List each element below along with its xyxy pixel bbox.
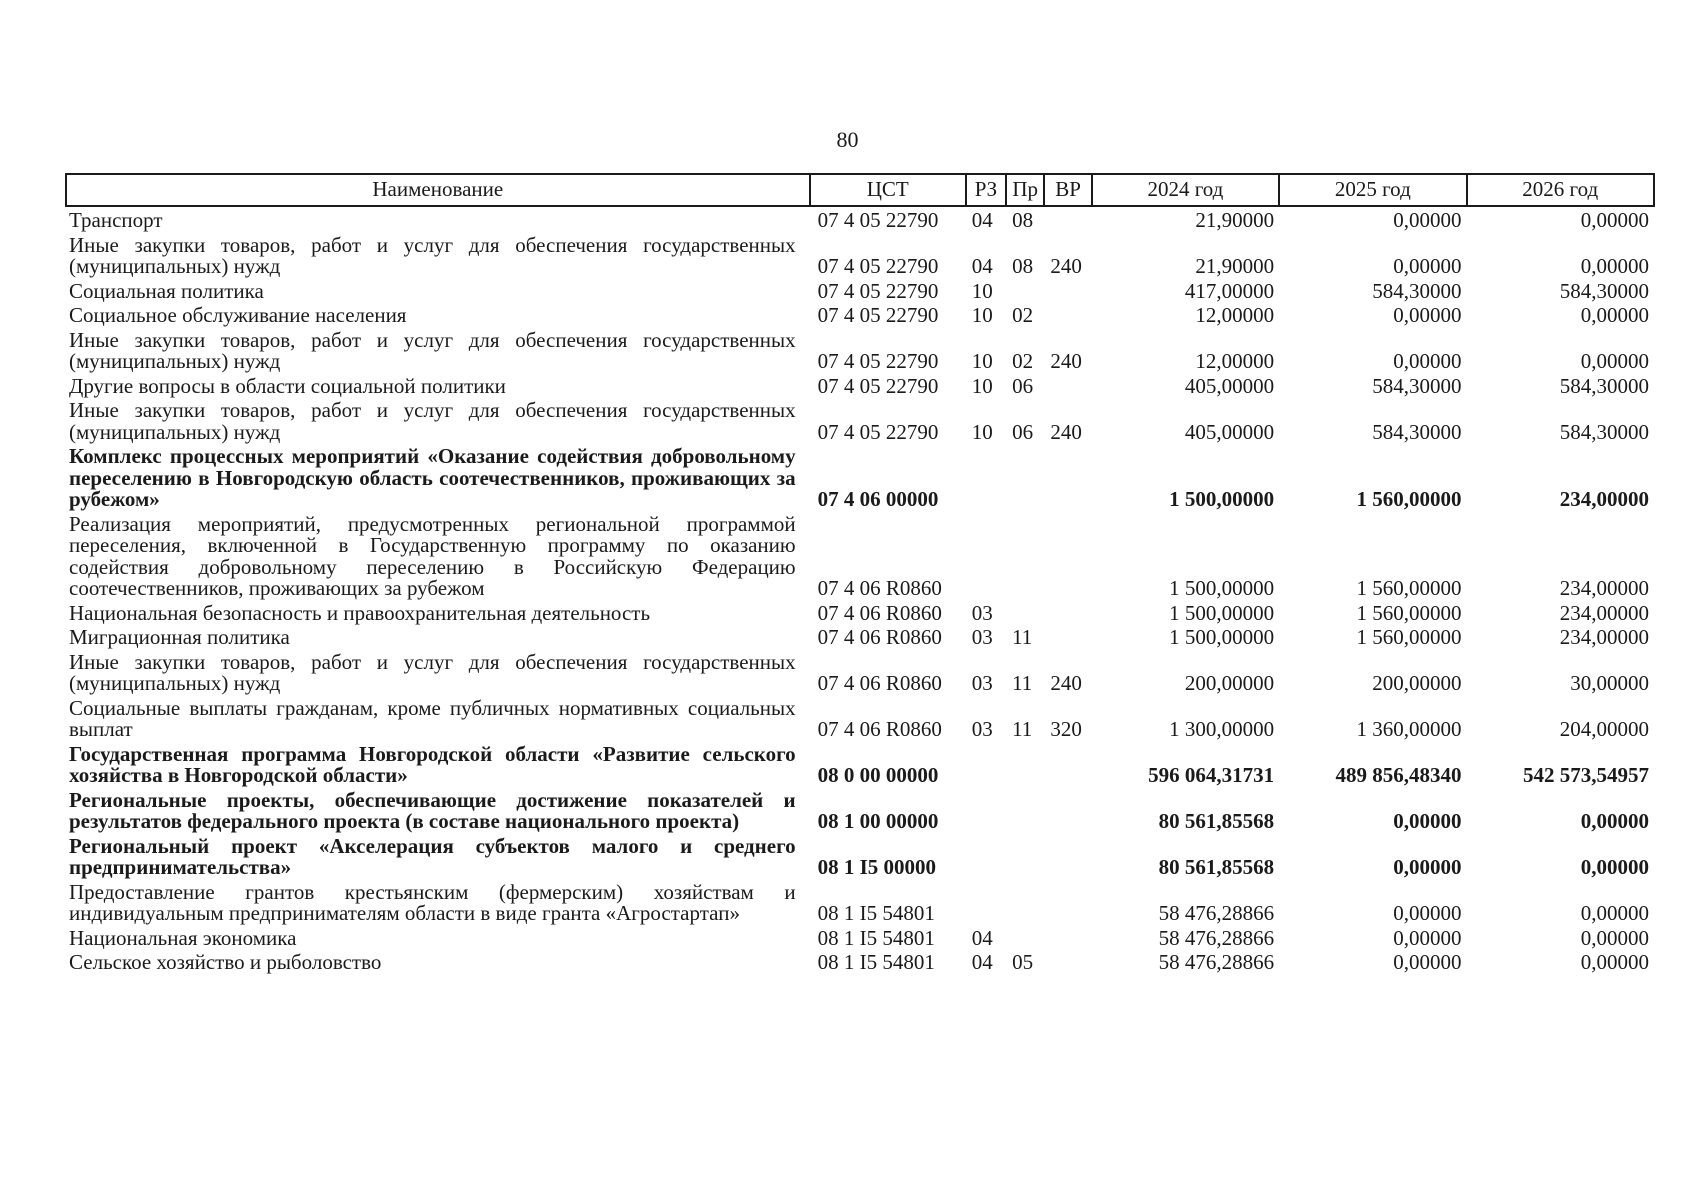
table-row (66, 925, 1654, 950)
header-vr: ВР (1044, 174, 1091, 206)
row-rz: 04 (971, 925, 993, 950)
row-vr (1044, 600, 1091, 625)
row-pr (1006, 787, 1044, 833)
row-vr (1044, 206, 1091, 232)
row-code: 08 0 00 00000 (817, 763, 939, 787)
row-value-2025: 0,00000 (1393, 855, 1462, 879)
row-pr: 06 (1012, 419, 1034, 444)
row-name: Иные закупки товаров, работ и услуг для обеспечения государственных (муниципальных) нужд (69, 327, 796, 373)
row-value-2024: 596 064,31731 (1148, 763, 1275, 787)
table-row (66, 232, 1654, 278)
table-row (66, 373, 1654, 398)
row-value-2026: 0,00000 (1580, 855, 1649, 879)
row-vr (1044, 879, 1091, 925)
row-value-2025: 0,00000 (1393, 925, 1462, 950)
row-value-2026: 0,00000 (1580, 208, 1649, 232)
table-row (66, 397, 1654, 443)
header-rz: РЗ (966, 174, 1006, 206)
row-pr: 02 (1012, 303, 1034, 327)
row-vr (1044, 302, 1091, 327)
row-value-2025: 0,00000 (1393, 208, 1462, 232)
row-pr: 05 (1012, 950, 1034, 974)
row-value-2025: 200,00000 (1372, 671, 1462, 695)
row-value-2024: 80 561,85568 (1158, 809, 1275, 833)
row-name: Реализация мероприятий, предусмотренных региональной программой переселения, включенной в Государственную программу по оказанию содействия добровольному переселению в Российскую Федерацию соотечественников, проживающих за рубежом (69, 511, 796, 600)
row-code: 07 4 05 22790 (817, 373, 939, 398)
row-pr: 06 (1012, 373, 1034, 398)
header-2025: 2025 год (1279, 174, 1466, 206)
row-name: Иные закупки товаров, работ и услуг для обеспечения государственных (муниципальных) нужд (69, 232, 796, 278)
table-row (66, 443, 1654, 511)
row-value-2025: 1 360,00000 (1356, 717, 1462, 741)
row-code: 07 4 05 22790 (817, 419, 939, 444)
row-name: Иные закупки товаров, работ и услуг для обеспечения государственных (муниципальных) нужд (69, 398, 796, 444)
row-value-2024: 21,90000 (1195, 208, 1275, 232)
row-vr (1044, 373, 1091, 398)
row-value-2024: 1 500,00000 (1169, 600, 1275, 625)
header-2026: 2026 год (1467, 174, 1654, 206)
header-pr: Пр (1006, 174, 1044, 206)
row-name: Социальное обслуживание населения (69, 303, 407, 327)
row-code: 07 4 06 R0860 (817, 600, 942, 625)
row-value-2026: 0,00000 (1580, 254, 1649, 278)
row-value-2024: 405,00000 (1184, 419, 1275, 444)
table-row (66, 787, 1654, 833)
table-row (66, 833, 1654, 879)
row-pr (1006, 600, 1044, 625)
row-rz: 10 (971, 373, 993, 398)
row-pr (1006, 833, 1044, 879)
row-value-2026: 0,00000 (1580, 303, 1649, 327)
table-row (66, 600, 1654, 625)
row-name: Национальная экономика (69, 925, 297, 950)
row-value-2026: 0,00000 (1580, 950, 1649, 974)
row-value-2024: 405,00000 (1184, 373, 1275, 398)
row-code: 07 4 05 22790 (817, 208, 939, 232)
row-rz: 10 (971, 303, 993, 327)
row-value-2024: 80 561,85568 (1158, 855, 1275, 879)
row-rz (966, 741, 1006, 787)
row-vr (1044, 925, 1091, 950)
table-row (66, 327, 1654, 373)
table-row (66, 206, 1654, 232)
row-name: Предоставление грантов крестьянским (фермерским) хозяйствам и индивидуальным предпринимателям области в виде гранта «Агростартап» (69, 879, 796, 925)
row-pr (1006, 741, 1044, 787)
row-value-2024: 58 476,28866 (1158, 901, 1275, 925)
row-pr (1006, 278, 1044, 303)
row-value-2026: 234,00000 (1559, 487, 1649, 511)
row-vr (1044, 787, 1091, 833)
row-rz: 10 (971, 278, 993, 303)
row-pr (1006, 925, 1044, 950)
header-2024: 2024 год (1092, 174, 1279, 206)
row-code: 08 1 I5 54801 (817, 950, 935, 974)
row-rz: 10 (971, 349, 993, 373)
row-rz: 03 (971, 717, 993, 741)
row-rz (966, 879, 1006, 925)
row-value-2026: 234,00000 (1559, 600, 1649, 625)
row-rz (966, 833, 1006, 879)
row-code: 07 4 05 22790 (817, 349, 939, 373)
row-name: Социальная политика (69, 278, 264, 303)
row-value-2024: 58 476,28866 (1158, 925, 1275, 950)
row-rz (966, 443, 1006, 511)
row-name: Комплекс процессных мероприятий «Оказание содействия добровольному переселению в Новгородскую область соотечественников, проживающих за рубежом» (69, 444, 796, 511)
row-pr: 08 (1012, 254, 1034, 278)
row-value-2025: 489 856,48340 (1335, 763, 1462, 787)
row-code: 07 4 06 R0860 (817, 717, 942, 741)
row-value-2024: 1 300,00000 (1169, 717, 1275, 741)
row-value-2026: 0,00000 (1580, 809, 1649, 833)
row-name: Региональные проекты, обеспечивающие достижение показателей и результатов федерального проекта (в составе национального проекта) (69, 787, 796, 833)
table-row (66, 624, 1654, 649)
row-code: 07 4 05 22790 (817, 278, 939, 303)
row-pr: 11 (1012, 717, 1033, 741)
row-vr: 240 (1050, 419, 1082, 444)
row-value-2026: 584,30000 (1559, 373, 1649, 398)
row-rz (966, 511, 1006, 600)
row-name: Региональный проект «Акселерация субъектов малого и среднего предпринимательства» (69, 833, 796, 879)
row-rz: 04 (971, 208, 993, 232)
header-name: Наименование (66, 174, 810, 206)
table-row (66, 302, 1654, 327)
row-rz: 03 (971, 600, 993, 625)
row-value-2026: 234,00000 (1559, 625, 1649, 649)
table-row (66, 695, 1654, 741)
table-row (66, 949, 1654, 974)
header-row (66, 174, 1654, 206)
row-code: 07 4 05 22790 (817, 254, 939, 278)
row-value-2025: 0,00000 (1393, 950, 1462, 974)
row-name: Иные закупки товаров, работ и услуг для обеспечения государственных (муниципальных) нужд (69, 649, 796, 695)
row-pr (1006, 511, 1044, 600)
row-value-2024: 1 500,00000 (1169, 576, 1275, 600)
row-code: 07 4 06 R0860 (817, 625, 942, 649)
row-name: Миграционная политика (69, 625, 290, 649)
row-code: 07 4 05 22790 (817, 303, 939, 327)
table-row (66, 278, 1654, 303)
row-name: Другие вопросы в области социальной политики (69, 373, 506, 398)
row-code: 07 4 06 R0860 (817, 576, 942, 600)
row-value-2024: 12,00000 (1195, 303, 1275, 327)
row-vr: 240 (1050, 349, 1082, 373)
row-vr (1044, 741, 1091, 787)
row-value-2025: 584,30000 (1372, 278, 1462, 303)
row-vr (1044, 511, 1091, 600)
table-header (66, 174, 1654, 206)
row-pr (1006, 443, 1044, 511)
row-value-2025: 1 560,00000 (1356, 600, 1462, 625)
row-value-2025: 0,00000 (1393, 254, 1462, 278)
row-vr (1044, 624, 1091, 649)
table-row (66, 741, 1654, 787)
row-rz (966, 787, 1006, 833)
row-value-2026: 0,00000 (1580, 349, 1649, 373)
row-pr: 11 (1012, 671, 1033, 695)
row-pr (1006, 879, 1044, 925)
row-rz: 04 (971, 254, 993, 278)
row-code: 08 1 I5 00000 (817, 855, 937, 879)
row-pr: 08 (1012, 208, 1034, 232)
row-value-2025: 0,00000 (1393, 901, 1462, 925)
row-value-2026: 584,30000 (1559, 419, 1649, 444)
table-row (66, 879, 1654, 925)
row-name: Государственная программа Новгородской области «Развитие сельского хозяйства в Новгородской области» (69, 741, 796, 787)
row-code: 07 4 06 R0860 (817, 671, 942, 695)
row-value-2024: 1 500,00000 (1169, 487, 1275, 511)
row-rz: 04 (971, 950, 993, 974)
row-vr (1044, 278, 1091, 303)
row-value-2024: 417,00000 (1184, 278, 1275, 303)
row-value-2025: 584,30000 (1372, 419, 1462, 444)
row-value-2024: 200,00000 (1184, 671, 1275, 695)
row-vr: 320 (1050, 717, 1082, 741)
row-value-2024: 58 476,28866 (1158, 950, 1275, 974)
header-code: ЦСТ (810, 174, 966, 206)
row-code: 08 1 00 00000 (817, 809, 939, 833)
row-value-2025: 1 560,00000 (1356, 487, 1462, 511)
row-value-2025: 1 560,00000 (1356, 576, 1462, 600)
row-value-2026: 234,00000 (1559, 576, 1649, 600)
row-value-2025: 584,30000 (1372, 373, 1462, 398)
row-pr: 11 (1012, 625, 1033, 649)
row-value-2026: 30,00000 (1570, 671, 1649, 695)
row-rz: 03 (971, 625, 993, 649)
row-vr: 240 (1050, 671, 1082, 695)
row-value-2025: 0,00000 (1393, 349, 1462, 373)
row-value-2026: 542 573,54957 (1523, 763, 1649, 787)
row-value-2024: 1 500,00000 (1169, 625, 1275, 649)
row-rz: 03 (971, 671, 993, 695)
row-name: Транспорт (69, 208, 163, 232)
page-number: 80 (836, 127, 859, 152)
row-value-2025: 0,00000 (1393, 303, 1462, 327)
row-code: 08 1 I5 54801 (817, 901, 935, 925)
table-row (66, 511, 1654, 600)
row-name: Социальные выплаты гражданам, кроме публичных нормативных социальных выплат (69, 695, 796, 741)
row-vr (1044, 949, 1091, 974)
budget-table (65, 173, 1655, 974)
row-value-2026: 584,30000 (1559, 278, 1649, 303)
row-vr (1044, 443, 1091, 511)
row-value-2026: 0,00000 (1580, 925, 1649, 950)
row-code: 07 4 06 00000 (817, 487, 939, 511)
row-value-2024: 12,00000 (1195, 349, 1275, 373)
row-code: 08 1 I5 54801 (817, 925, 935, 950)
row-name: Национальная безопасность и правоохранительная деятельность (69, 600, 651, 625)
row-vr: 240 (1050, 254, 1082, 278)
row-value-2025: 0,00000 (1393, 809, 1462, 833)
row-pr: 02 (1012, 349, 1034, 373)
row-value-2025: 1 560,00000 (1356, 625, 1462, 649)
row-value-2026: 204,00000 (1559, 717, 1649, 741)
table-body (66, 206, 1654, 974)
row-vr (1044, 833, 1091, 879)
row-value-2024: 21,90000 (1195, 254, 1275, 278)
row-rz: 10 (971, 419, 993, 444)
table-row (66, 649, 1654, 695)
row-value-2026: 0,00000 (1580, 901, 1649, 925)
row-name: Сельское хозяйство и рыболовство (69, 950, 382, 974)
